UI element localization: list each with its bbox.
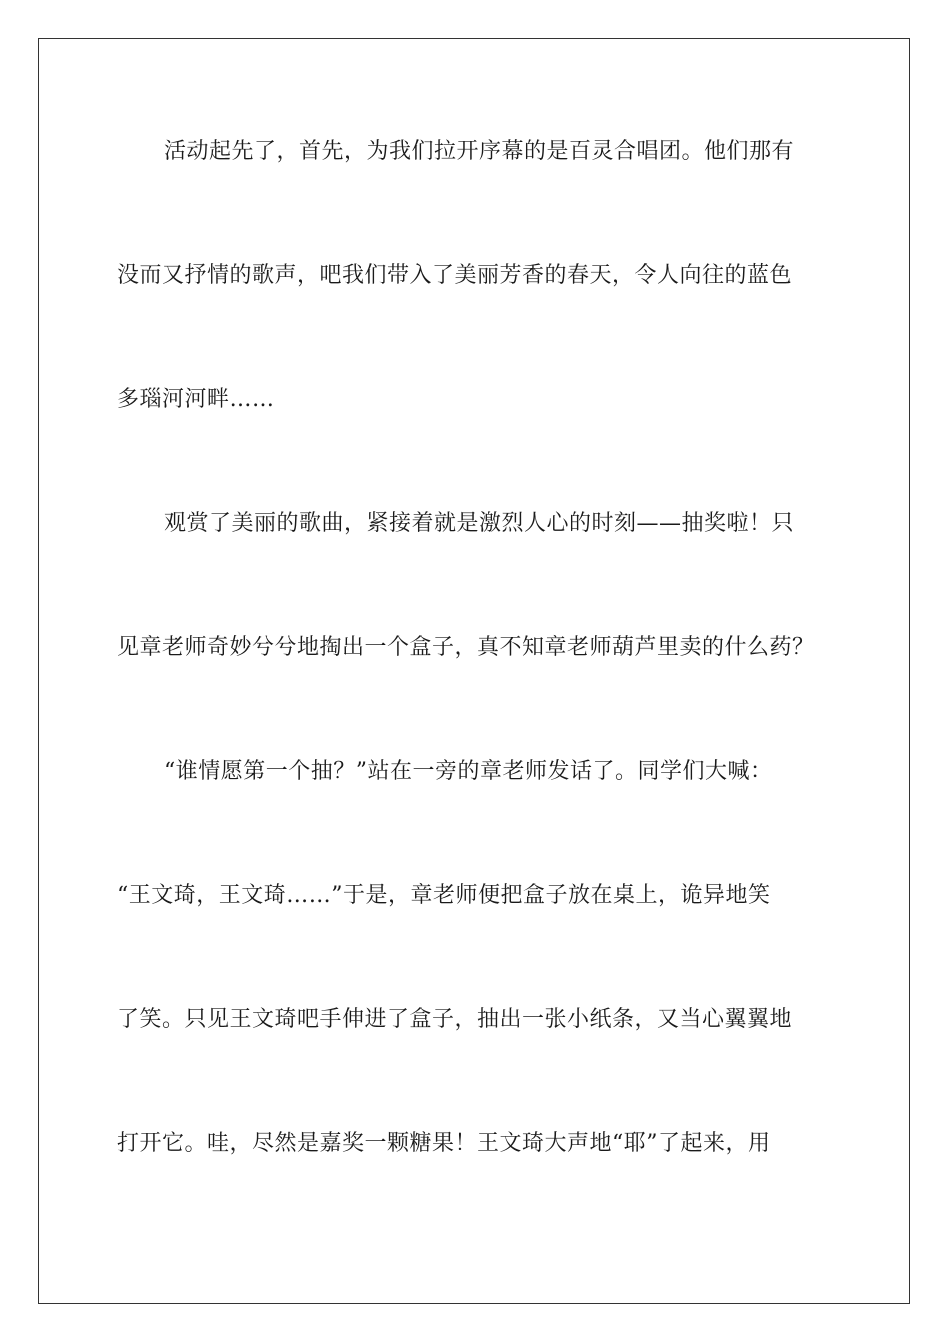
text-line: 多瑙河河畔…… (117, 387, 275, 412)
text-line: 没而又抒情的歌声，吧我们带入了美丽芳香的春天，令人向往的蓝色 (117, 263, 793, 288)
text-line: 见章老师奇妙兮兮地掏出一个盒子，真不知章老师葫芦里卖的什么药？ (117, 635, 815, 660)
page-border (38, 38, 910, 1304)
text-line: 活动起先了，首先，为我们拉开序幕的是百灵合唱团。他们那有 (164, 139, 795, 164)
text-line: 打开它。哇，尽然是嘉奖一颗糖果！王文琦大声地“耶”了起来，用 (117, 1131, 771, 1156)
text-line: “王文琦，王文琦……”于是，章老师便把盒子放在桌上，诡异地笑 (117, 883, 771, 908)
text-line: 了笑。只见王文琦吧手伸进了盒子，抽出一张小纸条，又当心翼翼地 (117, 1007, 793, 1032)
text-line: “谁情愿第一个抽？”站在一旁的章老师发话了。同学们大喊： (164, 759, 773, 784)
text-line: 观赏了美丽的歌曲，紧接着就是激烈人心的时刻——抽奖啦！只 (164, 511, 795, 536)
